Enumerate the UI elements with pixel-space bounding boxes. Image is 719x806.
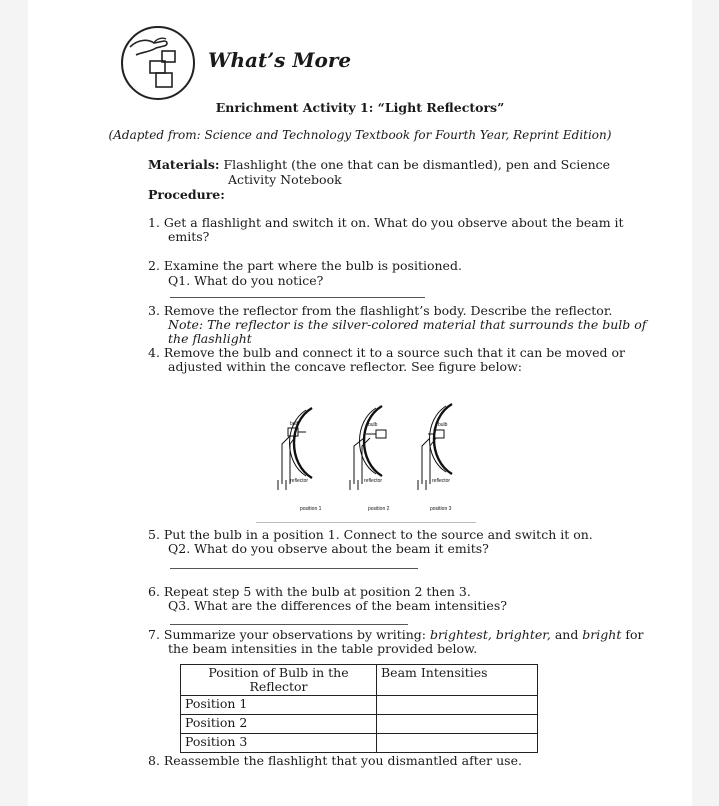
reflector-positions-figure [260,398,460,516]
row-label: Position 1 [181,696,377,715]
adapted-source: (Adapted from: Science and Technology Textbook for Fourth Year, Reprint Edition) [108,128,612,142]
question-3: Q3. What are the differences of the beam intensities? [168,598,507,613]
table-row [181,734,538,753]
table-header-row [181,665,538,696]
step-3: 3. Remove the reflector from the flashlight’s body. Describe the reflector. [148,303,613,318]
question-2: Q2. What do you observe about the beam it emits? [168,541,489,556]
step-3-note-cont: the flashlight [168,331,252,346]
reflector-label-1: reflector [290,478,309,484]
row-label: Position 3 [181,734,377,753]
intensity-cell[interactable] [377,696,538,715]
answer-line-q2 [170,568,418,569]
bulb-label-3: bulb [438,422,448,428]
table-header-position [181,665,377,696]
section-heading: What’s More [208,48,352,72]
step-3-note: Note: The reflector is the silver-colored material that surrounds the bulb of [168,317,647,332]
materials [148,157,610,172]
answer-line-q3 [170,624,408,625]
step-7-cont: the beam intensities in the table provided below. [168,641,478,656]
header-position-line-1: Position of Bulb in the [208,665,349,680]
table-row [181,715,538,734]
reflector-label-2: reflector [364,478,383,484]
procedure-label: Procedure: [148,187,225,202]
activity-title: Enrichment Activity 1: “Light Reflectors” [215,100,505,115]
step-5: 5. Put the bulb in a position 1. Connect to the source and switch it on. [148,527,593,542]
bulb-label-1: bulb [290,421,300,427]
step-2: 2. Examine the part where the bulb is positioned. [148,258,462,273]
position-label-1: position 1 [300,506,322,512]
step-7-term-2: bright [582,627,622,642]
step-4: 4. Remove the bulb and connect it to a source such that it can be moved or [148,345,625,360]
question-1: Q1. What do you notice? [168,273,324,288]
step-7-term-1: brightest, brighter, [429,627,551,642]
worksheet-page [28,0,692,806]
beam-intensity-table [180,664,538,753]
table-row [181,696,538,715]
reflector-label-3: reflector [432,478,451,484]
step-7-text: 7. Summarize your observations by writing: [148,627,430,642]
position-label-3: position 3 [430,506,452,512]
step-8: 8. Reassemble the flashlight that you dismantled after use. [148,753,522,768]
step-7 [148,627,643,642]
row-label: Position 2 [181,715,377,734]
step-7-for: for [621,627,644,642]
position-label-2: position 2 [368,506,390,512]
table-header-intensities: Beam Intensities [377,665,538,696]
materials-text-2: Activity Notebook [228,172,342,187]
step-4-cont: adjusted within the concave reflector. See figure below: [168,359,522,374]
intensity-cell[interactable] [377,734,538,753]
figure-underline [256,522,476,523]
bulb-label-2: bulb [368,422,378,428]
header-position-line-2: Reflector [249,679,308,694]
step-7-and: and [550,627,583,642]
step-1: 1. Get a flashlight and switch it on. What do you observe about the beam it [148,215,624,230]
materials-label: Materials: [148,157,220,172]
hand-stacking-blocks-icon [120,25,196,101]
step-6: 6. Repeat step 5 with the bulb at position 2 then 3. [148,584,471,599]
step-1-cont: emits? [168,229,210,244]
materials-text: Flashlight (the one that can be dismantled), pen and Science [223,157,611,172]
answer-line-q1 [170,297,425,298]
intensity-cell[interactable] [377,715,538,734]
